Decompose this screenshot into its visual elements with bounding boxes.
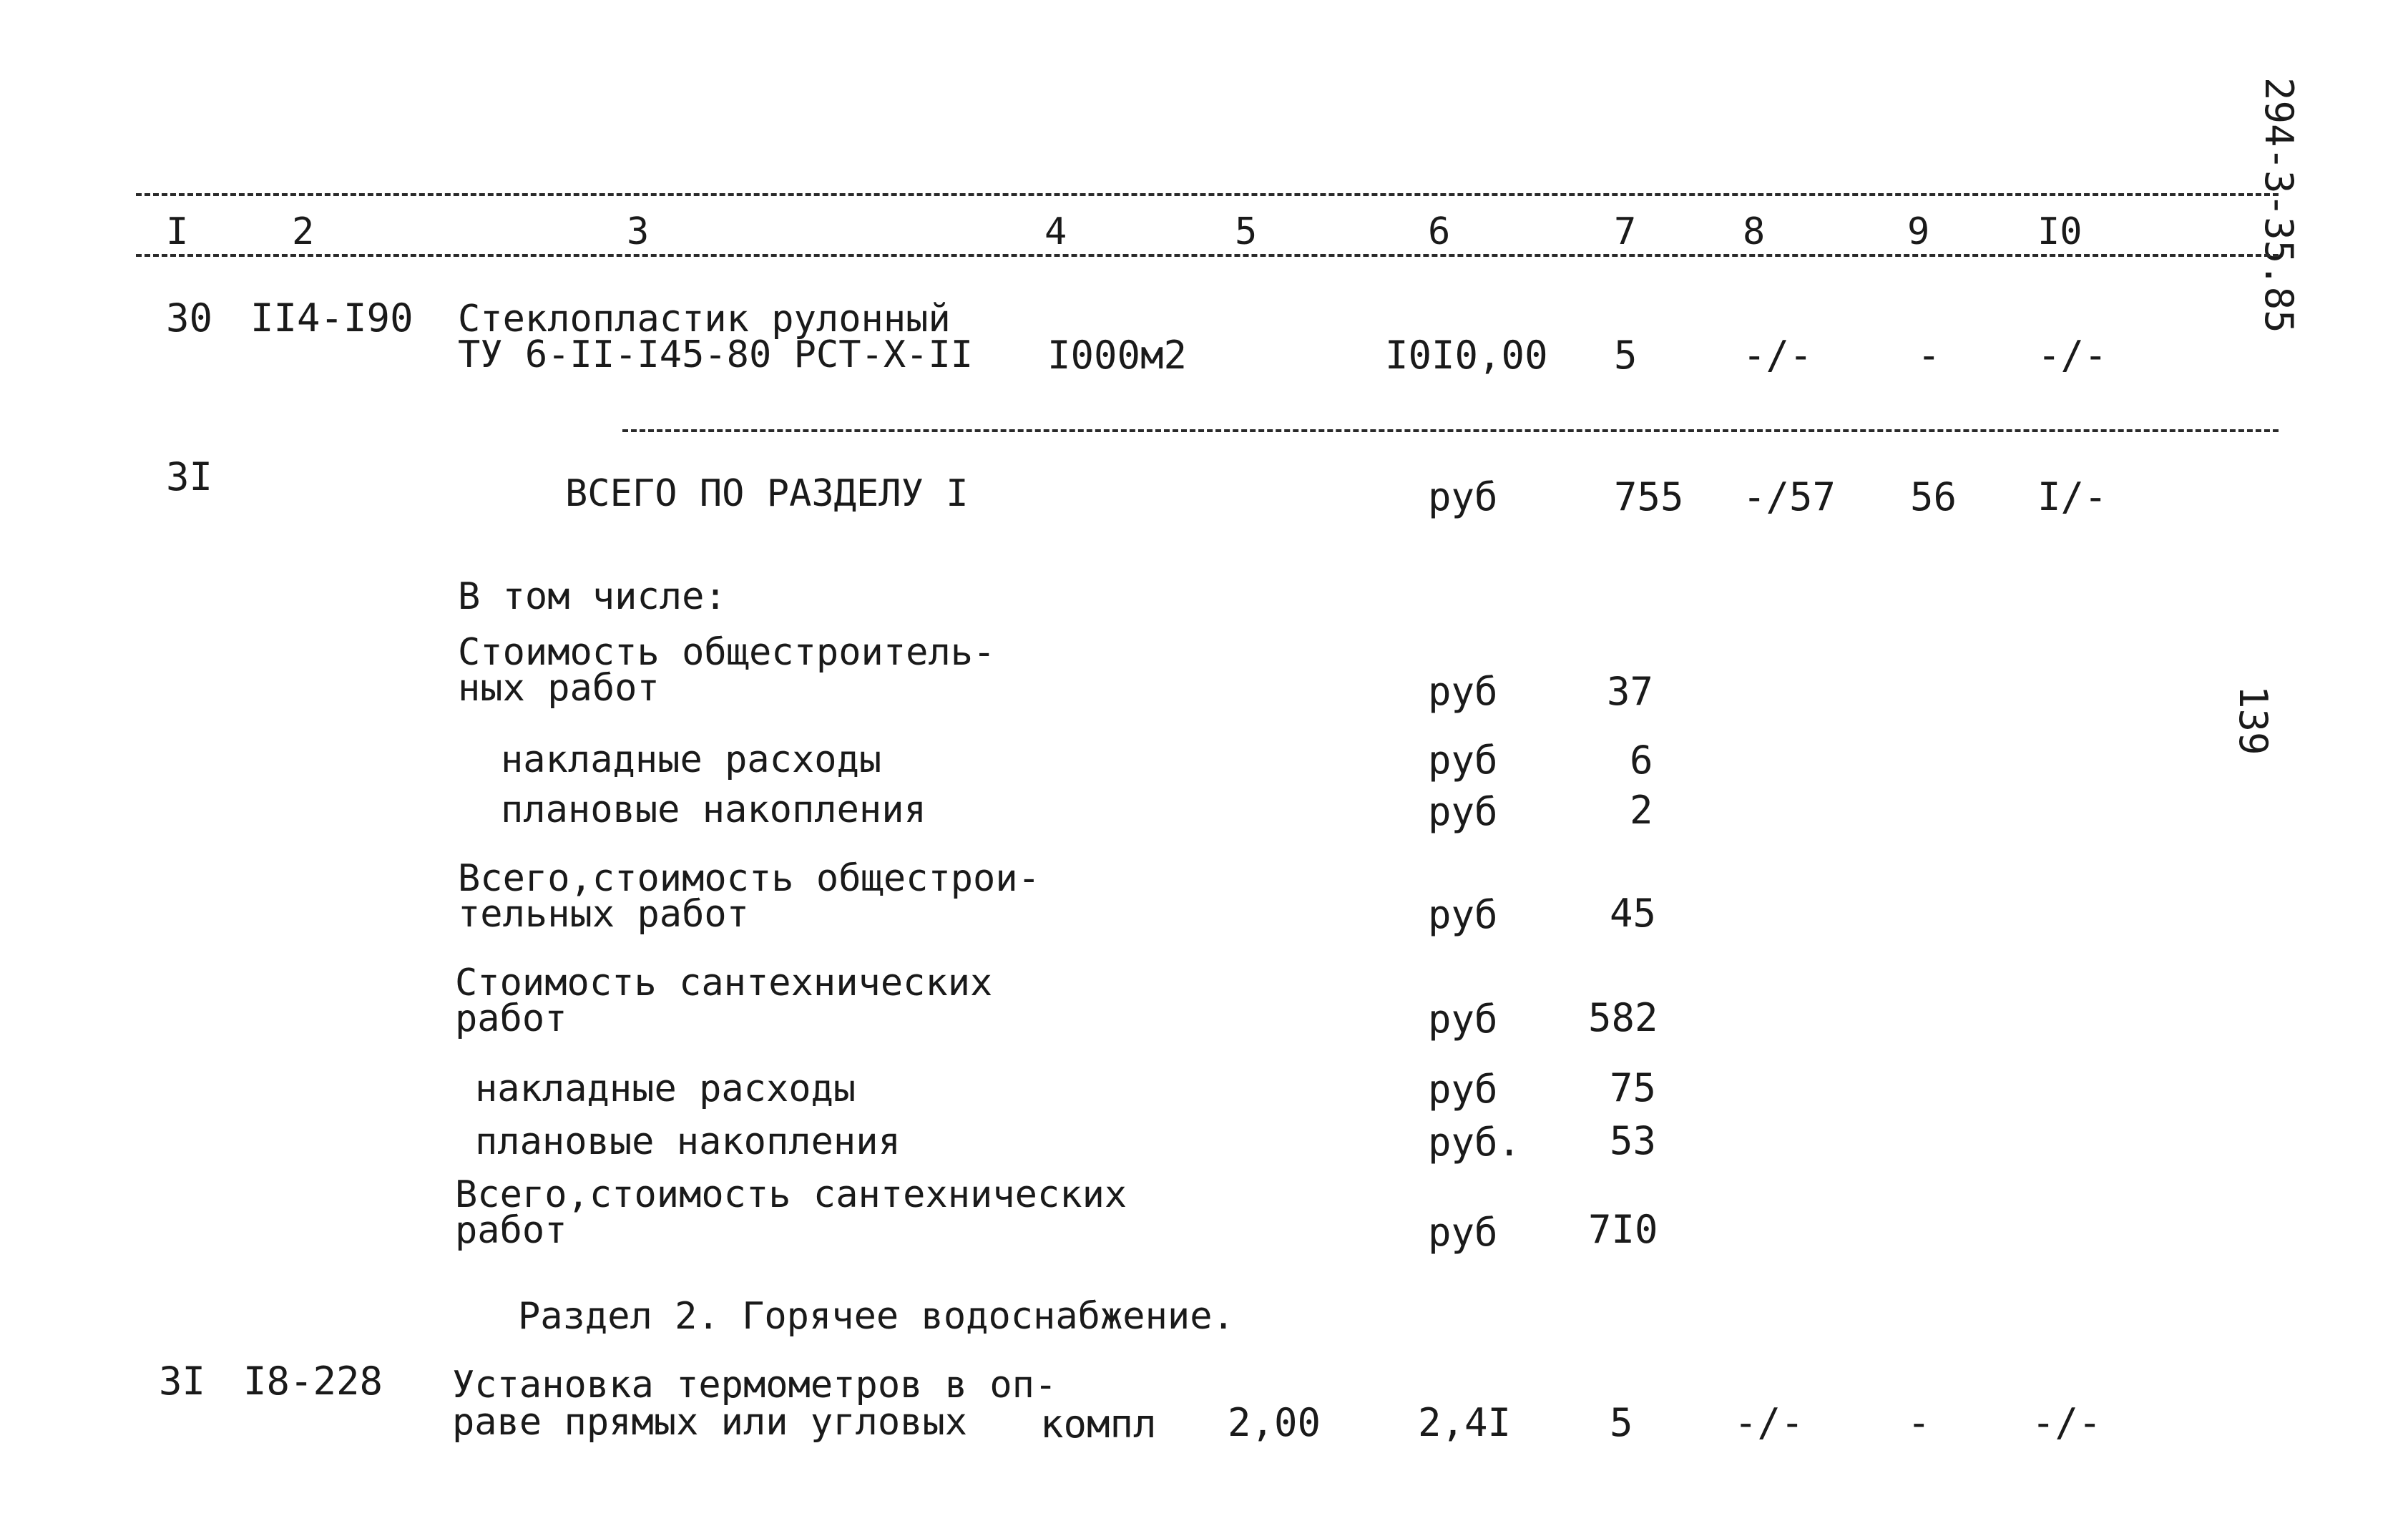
breakdown-unit: руб: [1428, 997, 1498, 1042]
col-header-7: 7: [1614, 210, 1637, 253]
breakdown-label-1: плановые накопления: [501, 788, 926, 831]
document-code: 294-3-35.85: [2256, 77, 2301, 333]
row-col8: -/-: [1734, 1400, 1804, 1445]
total-label: ВСЕГО ПО РАЗДЕЛУ I: [565, 472, 969, 515]
breakdown-label-1: накладные расходы: [475, 1067, 856, 1110]
breakdown-label-2: работ: [455, 1209, 567, 1252]
breakdown-label-1: Стоимость общестроитель-: [458, 631, 996, 674]
breakdown-unit: руб: [1428, 669, 1498, 714]
breakdown-value: 2: [1630, 788, 1653, 833]
total-unit: руб: [1428, 474, 1498, 519]
row-unit: I000м2: [1047, 333, 1188, 378]
row-number: 30: [166, 295, 213, 341]
including-label: В том числе:: [458, 575, 727, 618]
breakdown-unit: руб: [1428, 1210, 1498, 1255]
row-col9: -: [1907, 1400, 1931, 1445]
total-col7: 755: [1614, 474, 1684, 519]
row-code: II4-I90: [250, 295, 413, 341]
col-header-2: 2: [292, 210, 315, 253]
row-name-1: Установка термометров в оп-: [452, 1364, 1057, 1407]
total-col8: -/57: [1743, 474, 1836, 519]
row-unit: компл: [1040, 1402, 1157, 1447]
row-col7: 5: [1610, 1400, 1633, 1445]
row-code: I8-228: [243, 1359, 383, 1404]
breakdown-label-1: Стоимость сантехнических: [455, 962, 993, 1004]
row-col7: 5: [1614, 333, 1638, 378]
breakdown-value: 75: [1610, 1065, 1657, 1110]
col-header-6: 6: [1428, 210, 1451, 253]
breakdown-value: 45: [1610, 891, 1657, 936]
header-top-rule: [136, 193, 2279, 196]
section-title: Раздел 2. Горячее водоснабжение.: [518, 1295, 1235, 1338]
col-header-3: 3: [627, 210, 650, 253]
row-qty: 2,00: [1228, 1400, 1321, 1445]
col-header-8: 8: [1743, 210, 1766, 253]
total-number: 3I: [166, 454, 213, 499]
breakdown-label-2: ных работ: [458, 667, 660, 710]
row-col8: -/-: [1743, 333, 1813, 378]
page-number: 139: [2231, 685, 2276, 755]
breakdown-value: 53: [1610, 1118, 1657, 1163]
breakdown-unit: руб: [1428, 789, 1498, 834]
breakdown-label-1: Всего,стоимость общестрои-: [458, 857, 1040, 900]
breakdown-unit: руб: [1428, 1067, 1498, 1112]
breakdown-label-1: плановые накопления: [475, 1120, 901, 1163]
breakdown-unit: руб: [1428, 738, 1498, 783]
breakdown-label-2: тельных работ: [458, 893, 749, 936]
section-divider-rule: [622, 429, 2279, 432]
breakdown-label-1: Всего,стоимость сантехнических: [455, 1173, 1127, 1216]
breakdown-label-1: накладные расходы: [501, 738, 882, 781]
row-number: 3I: [159, 1359, 206, 1404]
breakdown-value: 37: [1607, 669, 1654, 714]
row-name-2: раве прямых или угловых: [452, 1401, 968, 1444]
col-header-10: I0: [2037, 210, 2082, 253]
breakdown-value: 7I0: [1588, 1207, 1658, 1252]
breakdown-label-2: работ: [455, 997, 567, 1040]
breakdown-unit: руб: [1428, 892, 1498, 937]
row-price: I0I0,00: [1385, 333, 1548, 378]
col-header-9: 9: [1907, 210, 1930, 253]
total-col9: 56: [1910, 474, 1957, 519]
row-col10: -/-: [2032, 1400, 2102, 1445]
col-header-1: I: [166, 210, 189, 253]
row-col9: -: [1917, 333, 1941, 378]
breakdown-unit: руб.: [1428, 1120, 1522, 1165]
header-bottom-rule: [136, 254, 2279, 257]
breakdown-value: 6: [1630, 738, 1653, 783]
row-name-1: Стеклопластик рулонный: [458, 298, 951, 341]
row-col10: -/-: [2037, 333, 2108, 378]
col-header-5: 5: [1235, 210, 1258, 253]
total-col10: I/-: [2037, 474, 2108, 519]
col-header-4: 4: [1044, 210, 1067, 253]
row-price: 2,4I: [1418, 1400, 1512, 1445]
row-name-2: ТУ 6-II-I45-80 РСТ-Х-II: [458, 333, 974, 376]
breakdown-value: 582: [1588, 995, 1658, 1040]
